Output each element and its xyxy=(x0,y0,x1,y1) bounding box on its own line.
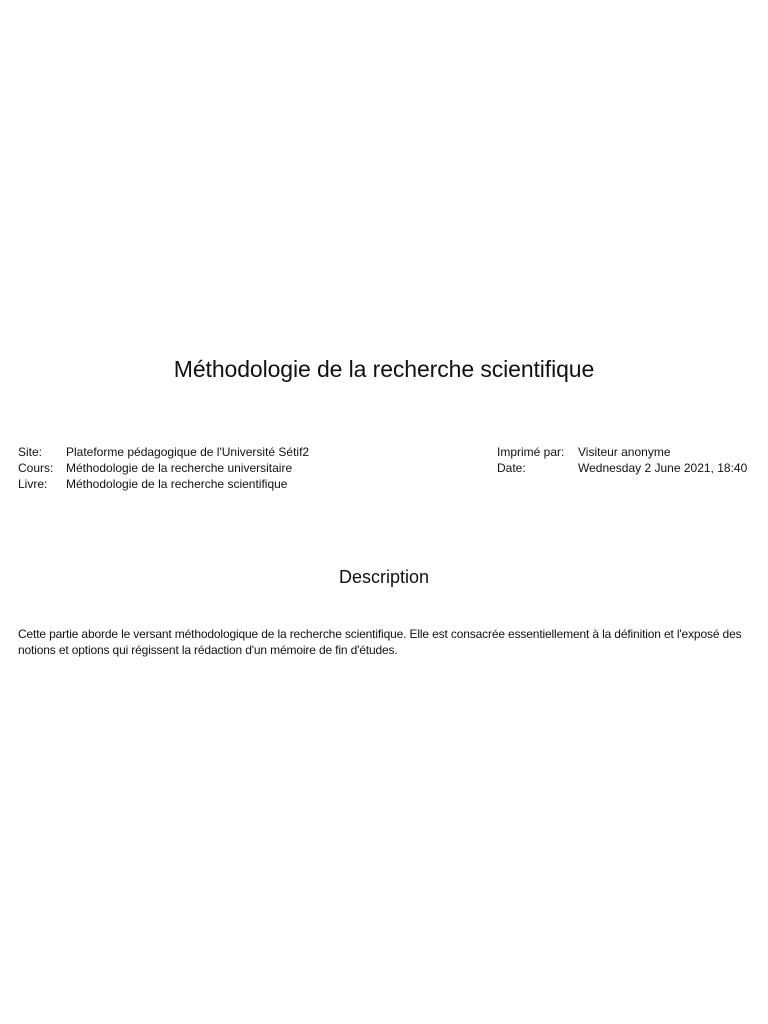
meta-book-label: Livre: xyxy=(18,477,48,491)
meta-date-label: Date: xyxy=(497,461,526,475)
meta-site-value: Plateforme pédagogique de l'Université Sétif2 xyxy=(66,445,310,459)
meta-course-label: Cours: xyxy=(18,461,54,475)
document-title: Méthodologie de la recherche scientifique xyxy=(173,356,595,382)
meta-printed-by-label: Imprimé par: xyxy=(497,445,565,459)
meta-site-label: Site: xyxy=(18,445,43,459)
meta-book-value: Méthodologie de la recherche scientifique xyxy=(66,477,288,491)
meta-course-value: Méthodologie de la recherche universitaire xyxy=(66,461,293,475)
meta-printed-by-value: Visiteur anonyme xyxy=(578,445,671,459)
description-heading: Description xyxy=(338,567,430,587)
meta-date-value: Wednesday 2 June 2021, 18:40 xyxy=(578,461,748,475)
description-body: Cette partie aborde le versant méthodologique de la recherche scientifique. Elle est consacrée essentiellement à la définition et l'exposé des notions et options qui régissent la rédaction d'un mémoire de fin d'études. xyxy=(18,627,742,657)
